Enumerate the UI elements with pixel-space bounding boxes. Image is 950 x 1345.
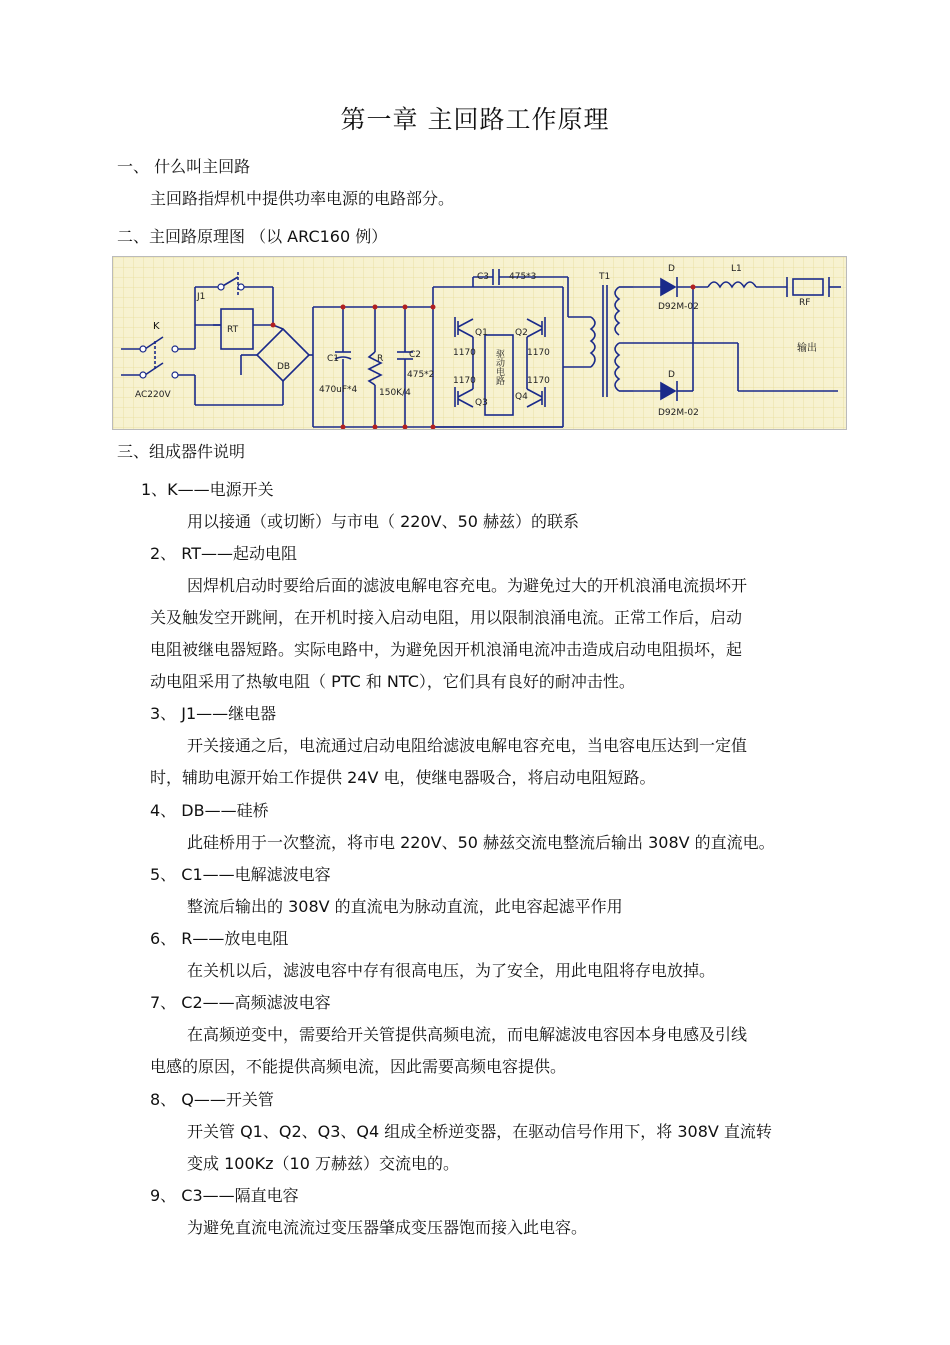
component-5-title: 5、 C1——电解滤波电容 [150,865,331,884]
component-7-line-2: 电感的原因，不能提供高频电流，因此需要高频电容提供。 [150,1057,567,1076]
label-rt: RT [227,325,239,335]
label-c3: C3 [477,272,490,282]
label-db: DB [277,362,291,372]
section-2-heading: 二、主回路原理图 （以 ARC160 例） [117,227,388,246]
component-6-line-1: 在关机以后，滤波电容中存有很高电压，为了安全，用此电阻将存电放掉。 [187,961,716,980]
label-r-value: 150K/4 [379,388,411,398]
component-1-line-1: 用以接通（或切断）与市电（ 220V、50 赫兹）的联系 [187,512,580,531]
component-2-title: 2、 RT——起动电阻 [150,544,297,563]
component-7-title: 7、 C2——高频滤波电容 [150,993,331,1012]
label-q4-model: 1170 [527,376,550,386]
component-8-title: 8、 Q——开关管 [150,1090,274,1109]
label-q3-model: 1170 [453,376,476,386]
component-7-line-1: 在高频逆变中，需要给开关管提供高频电流，而电解滤波电容因本身电感及引线 [187,1025,748,1044]
label-driver: 驱动电路 [494,349,504,385]
label-d-bottom-model: D92M-02 [658,408,699,418]
label-q2: Q2 [515,328,528,338]
label-c1-value: 470uF*4 [319,385,358,395]
component-8-line-2: 变成 100Kz（10 万赫兹）交流电的。 [187,1154,459,1173]
section-1-body: 主回路指焊机中提供功率电源的电路部分。 [150,189,455,208]
component-8-line-1: 开关管 Q1、Q2、Q3、Q4 组成全桥逆变器，在驱动信号作用下，将 308V 直流转 [187,1122,772,1141]
component-1-title: 1、K——电源开关 [141,480,274,499]
component-2-line-2: 关及触发空开跳闸，在开机时接入启动电阻，用以限制浪涌电流。正常工作后，启动 [150,608,743,627]
label-q3: Q3 [475,398,488,408]
label-q4: Q4 [515,392,528,402]
label-d-top: D [668,264,675,274]
label-ac220v: AC220V [135,390,171,400]
label-q1-model: 1170 [453,348,476,358]
label-l1: L1 [731,264,742,274]
label-d-top-model: D92M-02 [658,302,699,312]
label-q2-model: 1170 [527,348,550,358]
label-j1: J1 [197,292,206,302]
label-c3-value: 475*3 [509,272,537,282]
label-t1: T1 [599,272,611,282]
main-circuit-schematic [112,256,847,430]
label-c1: C1 [327,354,340,364]
page-title: 第一章 主回路工作原理 [340,105,610,134]
label-d-bottom: D [668,370,675,380]
section-3-heading: 三、组成器件说明 [117,442,246,461]
component-2-line-4: 动电阻采用了热敏电阻（ PTC 和 NTC），它们具有良好的耐冲击性。 [150,672,635,691]
label-q1: Q1 [475,328,488,338]
component-6-title: 6、 R——放电电阻 [150,929,289,948]
component-4-title: 4、 DB——硅桥 [150,801,269,820]
label-output: 输出 [797,343,817,354]
component-3-line-1: 开关接通之后，电流通过启动电阻给滤波电解电容充电，当电容电压达到一定值 [187,736,748,755]
component-3-title: 3、 J1——继电器 [150,704,277,723]
label-c2-value: 475*2 [407,370,435,380]
component-4-line-1: 此硅桥用于一次整流，将市电 220V、50 赫兹交流电整流后输出 308V 的直流电。 [187,833,775,852]
component-2-line-3: 电阻被继电器短路。实际电路中，为避免因开机浪涌电流冲击造成启动电阻损坏，起 [150,640,743,659]
component-3-line-2: 时，辅助电源开始工作提供 24V 电，使继电器吸合，将启动电阻短路。 [150,768,656,787]
label-k: K [153,321,160,332]
label-r: R [377,354,384,364]
component-2-line-1: 因焊机启动时要给后面的滤波电解电容充电。为避免过大的开机浪涌电流损坏开 [187,576,748,595]
component-9-title: 9、 C3——隔直电容 [150,1186,299,1205]
component-5-line-1: 整流后输出的 308V 的直流电为脉动直流，此电容起滤平作用 [187,897,623,916]
label-rf: RF [799,298,811,308]
component-9-line-1: 为避免直流电流流过变压器肇成变压器饱而接入此电容。 [187,1218,588,1237]
section-1-heading: 一、 什么叫主回路 [117,157,251,176]
label-c2: C2 [409,350,422,360]
